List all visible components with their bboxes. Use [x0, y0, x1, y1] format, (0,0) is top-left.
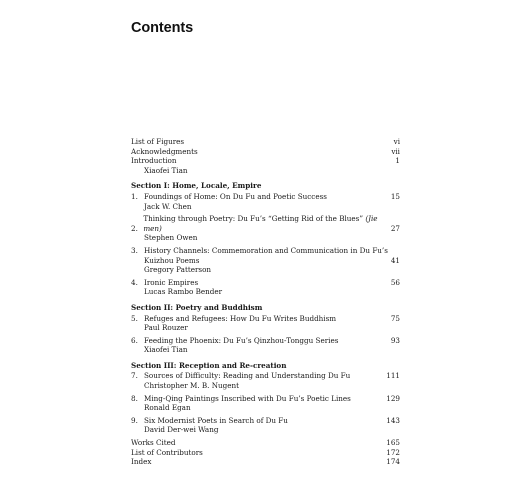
chapter-number: 4. [131, 277, 138, 287]
chapter-page: 56 [390, 277, 400, 287]
chapter-title: Ming-Qing Paintings Inscribed with Du Fu’s Poetic Lines [144, 393, 351, 403]
toc-entry-title: List of Figures [131, 137, 185, 146]
toc-entry-title: Works Cited [131, 438, 176, 448]
toc-entry-title: Acknowledgments [131, 146, 198, 156]
toc-entry-page: 172 [386, 447, 400, 457]
chapter-number: 8. [131, 393, 138, 403]
toc-chapter [131, 336, 400, 355]
chapter-author: Christopher M. B. Nugent [144, 381, 240, 391]
chapter-title: History Channels: Commemoration and Communication in Du Fu’s [144, 245, 388, 255]
toc-entry-page: vii [391, 146, 400, 156]
chapter-page: 75 [390, 313, 400, 323]
chapter-page: 93 [390, 335, 400, 345]
chapter-title: Foundings of Home: On Du Fu and Poetic Success [144, 191, 327, 201]
chapter-title-text: Thinking through Poetry: Du Fu’s “Getting Rid of the Blues” [143, 214, 366, 224]
chapter-title-italic: (Jie men) [143, 214, 378, 233]
toc-entry-title: Introduction [131, 156, 177, 166]
chapter-page: 27 [390, 223, 400, 233]
chapter-number: 3. [131, 245, 138, 255]
chapter-title: Feeding the Phoenix: Du Fu’s Qinzhou-Tonggu Series [144, 335, 339, 345]
chapter-title: Refuges and Refugees: How Du Fu Writes Buddhism [144, 313, 337, 323]
section-heading: Section II: Poetry and Buddhism [131, 302, 263, 312]
toc-entry-page: vi [393, 137, 400, 146]
chapter-page: 129 [386, 393, 400, 403]
chapter-title-continued: Kuizhou Poems [144, 255, 200, 265]
toc-entry-page: 1 [395, 156, 400, 166]
toc-chapter [131, 192, 400, 211]
chapter-author: Xiaofei Tian [144, 345, 188, 355]
section-heading: Section III: Reception and Re-creation [131, 360, 287, 370]
toc-entry-list-of-contributors [131, 448, 400, 458]
chapter-title: Six Modernist Poets in Search of Du Fu [144, 415, 288, 425]
toc-entry-page: 174 [386, 457, 400, 467]
chapter-title: Ironic Empires [144, 277, 199, 287]
toc-entry-introduction [131, 156, 400, 166]
chapter-number: 2. [131, 223, 138, 233]
toc-chapter [131, 416, 400, 435]
chapter-page: 143 [386, 415, 400, 425]
chapter-title [143, 214, 385, 233]
toc-entry-title: Index [131, 457, 152, 467]
toc-chapter [131, 394, 400, 413]
toc-entry-index [131, 457, 400, 467]
chapter-number: 7. [131, 371, 138, 381]
chapter-page: 41 [390, 255, 400, 265]
toc-chapter [131, 371, 400, 390]
toc-entry-title: List of Contributors [131, 447, 203, 457]
chapter-number: 1. [131, 191, 138, 201]
chapter-title: Sources of Difficulty: Reading and Understanding Du Fu [144, 371, 351, 381]
chapter-author: Ronald Egan [144, 403, 191, 413]
table-of-contents [131, 137, 400, 467]
back-matter [131, 438, 400, 467]
chapter-author: Stephen Owen [144, 233, 198, 243]
toc-entry-acknowledgments [131, 147, 400, 157]
chapter-author: Lucas Rambo Bender [144, 287, 223, 297]
toc-entry-author: Xiaofei Tian [144, 165, 188, 175]
chapter-number: 6. [131, 335, 138, 345]
chapter-number: 5. [131, 313, 138, 323]
chapter-page: 111 [386, 371, 400, 381]
chapter-author: Jack W. Chen [144, 201, 192, 211]
chapter-number: 9. [131, 415, 138, 425]
chapter-author: Paul Rouzer [144, 323, 188, 333]
chapter-page: 15 [390, 191, 400, 201]
toc-entry-works-cited [131, 438, 400, 448]
toc-chapter [131, 214, 400, 243]
chapter-author: David Der-wei Wang [144, 425, 219, 435]
toc-chapter [131, 314, 400, 333]
toc-chapter [131, 278, 400, 297]
toc-entry-page: 165 [386, 438, 400, 448]
chapter-author: Gregory Patterson [144, 265, 212, 275]
page-title: Contents [131, 20, 194, 36]
section-heading: Section I: Home, Locale, Empire [131, 181, 262, 191]
toc-entry-list-of-figures [131, 137, 400, 147]
toc-chapter [131, 246, 400, 275]
